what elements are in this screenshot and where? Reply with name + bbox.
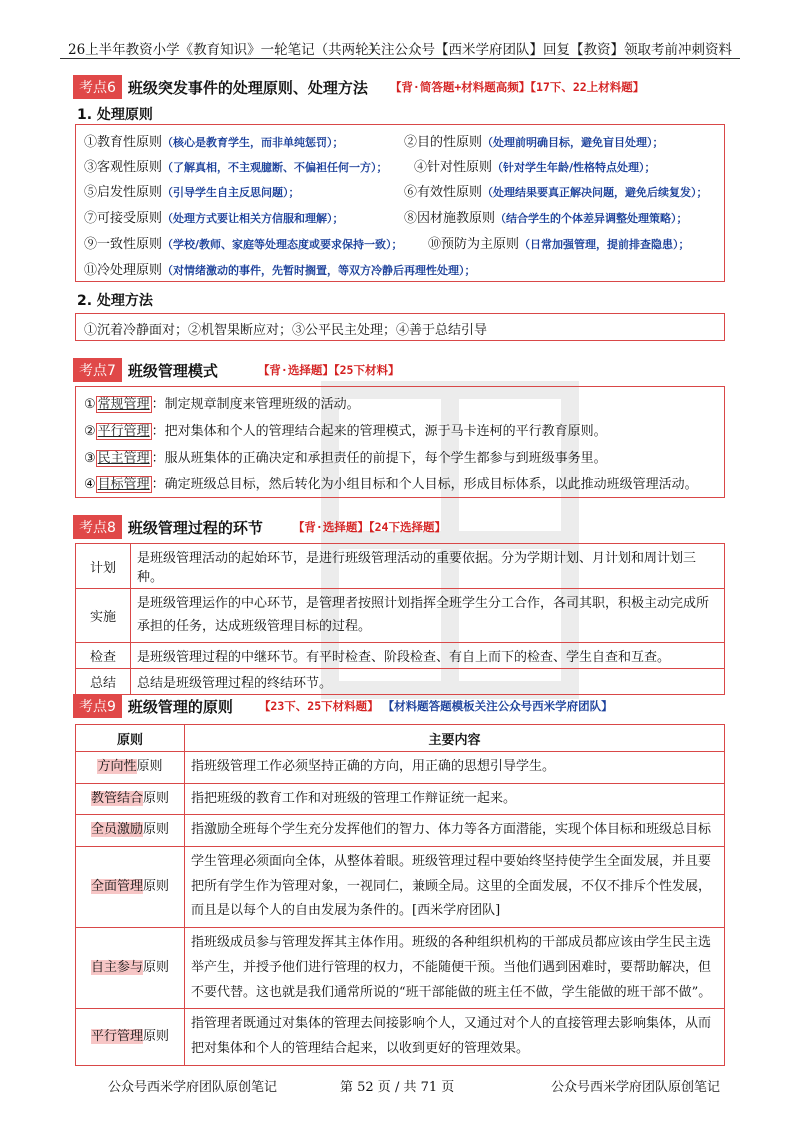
k6-methods-box (75, 313, 725, 341)
k8-note: 【背·选择题】【24下选择题】 (292, 520, 446, 534)
footer-left: 公众号西米学府团队原创笔记 (108, 1080, 278, 1095)
k6-principles-box (75, 124, 725, 282)
mode-1: ① 常规管理 ：制定规章制度来管理班级的活动。 (84, 397, 360, 412)
principle-8: ⑧因材施教原则（结合学生的个体差异调整处理策略）； (404, 211, 688, 226)
principle-7: ⑦可接受原则（处理方式要让相关方信服和理解）； (84, 211, 344, 226)
table-row: 方向性原则 指班级管理工作必须坚持正确的方向，用正确的思想引导学生。 (76, 752, 725, 784)
section-k8-heading (73, 515, 446, 537)
k6-note: 【背·简答题+材料题高频】【17下、22上材料题】 (389, 80, 645, 94)
k9-note-blue: 【材料题答题模板关注公众号西米学府团队】 (382, 699, 613, 713)
header-left: 26上半年教资小学《教育知识》一轮笔记（共两轮） (68, 42, 383, 58)
k7-title: 班级管理模式 (127, 361, 218, 380)
page-number: 第 52 页 / 共 71 页 (340, 1080, 455, 1095)
mode-3: ③ 民主管理 ：服从班集体的正确决定和承担责任的前提下，每个学生都参与到班级事务里。 (84, 451, 607, 466)
principle-5: ⑤启发性原则（引导学生自主反思问题）； (84, 185, 300, 200)
table-row: 全面管理原则 学生管理必须面向全体，从整体着眼。班级管理过程中要始终坚持使学生全面发展，并且要把所有学生作为管理对象，一视同仁，兼顾全局。这里的全面发展，不仅不排斥个性发展，而且是以每个人的自由发展为条件的。[西米学府团队] (76, 847, 725, 928)
principle-4: ④针对性原则（针对学生年龄/性格特点处理）； (414, 160, 656, 175)
table-row: 实施 是班级管理运作的中心环节，是管理者按照计划指挥全班学生分工合作，各司其职，积极主动完成所承担的任务，达成班级管理目标的过程。 (76, 589, 725, 643)
principle-1: ①教育性原则（核心是教育学生，而非单纯惩罚）； (84, 135, 344, 150)
k6-title: 班级突发事件的处理原则、处理方法 (127, 78, 368, 97)
principle-10: ⑩预防为主原则（日常加强管理，提前排查隐患）； (428, 237, 690, 252)
page-header (60, 36, 740, 59)
footer-right: 公众号西米学府团队原创笔记 (550, 1080, 720, 1095)
k6-sub1: 1. 处理原则 (77, 107, 153, 123)
k9-note-red: 【23下、25下材料题】 (258, 699, 379, 713)
principle-3: ③客观性原则（了解真相，不主观臆断、不偏袒任何一方）； (84, 160, 388, 175)
principle-2: ②目的性原则（处理前明确目标，避免盲目处理）； (404, 135, 664, 150)
table-row: 平行管理原则 指管理者既通过对集体的管理去间接影响个人，又通过对个人的直接管理去影响集体，从而把对集体和个人的管理结合起来，以收到更好的管理效果。 (76, 1009, 725, 1065)
table-row: 自主参与原则 指班级成员参与管理发挥其主体作用。班级的各种组织机构的干部成员都应该由学生民主选举产生，并授予他们进行管理的权力，不能随便干预。当他们遇到困难时，要帮助解决，但不要代替。这也就是我们通常所说的“班干部能做的班主任不做，学生能做的班干部不做”。 (76, 928, 725, 1009)
k6-tag: 考点6 (73, 75, 122, 99)
k8-table (75, 543, 725, 695)
k9-table (75, 724, 725, 1066)
section-k6-heading (73, 75, 644, 97)
table-row: 教管结合原则 指把班级的教育工作和对班级的管理工作辩证统一起来。 (76, 783, 725, 815)
mode-4: ④ 目标管理 ：确定班级总目标，然后转化为小组目标和个人目标，形成目标体系，以此推动班级管理活动。 (84, 477, 698, 492)
mode-2: ② 平行管理 ：把对集体和个人的管理结合起来的管理模式，源于马卡连柯的平行教育原则。 (84, 424, 607, 439)
section-k9-heading (73, 694, 613, 716)
k8-title: 班级管理过程的环节 (127, 518, 263, 537)
k9-tag: 考点9 (73, 694, 122, 718)
principle-9: ⑨一致性原则（学校/教师、家庭等处理态度或要求保持一致）； (84, 237, 403, 252)
k7-note: 【背·选择题】【25下材料】 (257, 363, 400, 377)
k7-tag: 考点7 (73, 358, 122, 382)
table-row: 计划 是班级管理活动的起始环节，是进行班级管理活动的重要依据。分为学期计划、月计划和周计划三种。 (76, 544, 725, 589)
table-header: 原则 主要内容 (76, 725, 725, 752)
table-row: 检查 是班级管理过程的中继环节。有平时检查、阶段检查、有自上而下的检查、学生自查和互查。 (76, 642, 725, 668)
header-right: 关注公众号【西米学府团队】回复【教资】领取考前冲刺资料 (367, 42, 732, 58)
k8-tag: 考点8 (73, 515, 122, 539)
section-k7-heading (73, 358, 399, 380)
k6-sub2: 2. 处理方法 (77, 293, 153, 309)
principle-6: ⑥有效性原则（处理结果要真正解决问题，避免后续复发）； (404, 185, 708, 200)
table-row: 总结 总结是班级管理过程的终结环节。 (76, 668, 725, 694)
k9-title: 班级管理的原则 (127, 697, 233, 716)
k7-modes-box (75, 386, 725, 498)
k6-methods: ①沉着冷静面对；②机智果断应对；③公平民主处理；④善于总结引导 (84, 323, 488, 338)
table-row: 全员激励原则 指激励全班每个学生充分发挥他们的智力、体力等各方面潜能，实现个体目标和班级总目标 (76, 815, 725, 847)
principle-11: ⑪冷处理原则（对情绪激动的事件，先暂时搁置，等双方冷静后再理性处理）； (84, 263, 476, 278)
